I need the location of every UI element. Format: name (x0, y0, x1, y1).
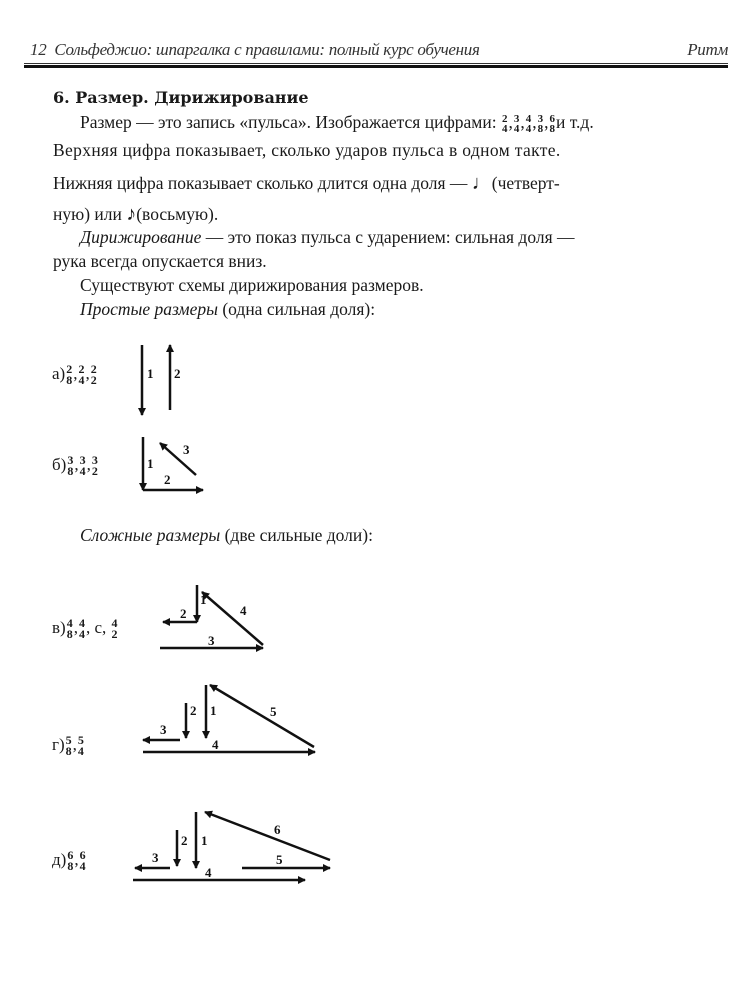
time-signature: 3 8 (537, 112, 544, 135)
beat-number: 2 (180, 606, 187, 621)
beat-number: 1 (147, 456, 154, 471)
beat-number: 1 (210, 703, 217, 718)
time-signature: 2 4 (78, 362, 85, 388)
beat-number: 2 (181, 833, 188, 848)
beat-number: 4 (205, 865, 212, 880)
scheme-label-b: б) 3 8 , 3 4 , 3 2 (52, 453, 98, 479)
beat-number: 4 (240, 603, 247, 618)
beat-number: 1 (200, 592, 207, 607)
beat-number: 1 (147, 366, 154, 381)
subheading-complex: Сложные размеры (две сильные доли): (80, 525, 373, 545)
paragraph-line: Нижняя цифра показывает сколько длится одна доля — ♩(четверт- (53, 172, 560, 194)
page-number: 12 (30, 40, 47, 59)
paragraph-line: Размер — это запись «пульса». Изображается цифрами: 2 4 , 3 4 , 4 4 , 3 8 , 6 8 и т.д. (80, 112, 594, 135)
arrow (205, 812, 330, 860)
beat-number: 3 (152, 850, 159, 865)
subheading-simple: Простые размеры (одна сильная доля): (80, 299, 376, 319)
time-signature: 3 4 (513, 112, 520, 135)
beat-number: 3 (183, 442, 190, 457)
time-signature: 3 2 (91, 453, 98, 479)
time-signature: 4 8 (66, 616, 73, 642)
scheme-label-e: д) 6 8 , 6 4 (52, 848, 86, 874)
scheme-label-d: г) 5 8 , 5 4 (52, 733, 84, 759)
paragraph-line: Дирижирование — это показ пульса с ударением: сильная доля — (80, 227, 575, 247)
time-signature: 2 8 (66, 362, 73, 388)
paragraph-line: ную) или ♪(восьмую). (53, 203, 219, 225)
paragraph-line: Верхняя цифра показывает, сколько ударов пульса в одном такте. (53, 140, 561, 160)
time-signature: 4 4 (78, 616, 85, 642)
time-signature: 6 8 (549, 112, 555, 135)
section-heading: 6. Размер. Дирижирование (53, 88, 309, 107)
paragraph-line: Существуют схемы дирижирования размеров. (80, 275, 424, 295)
scheme-label-c: в) 4 8 , 4 4 , с, 4 2 (52, 616, 118, 642)
beat-number: 5 (270, 704, 277, 719)
scheme-label-a: а) 2 8 , 2 4 , 2 2 (52, 362, 97, 388)
paragraph-line: рука всегда опускается вниз. (53, 251, 267, 271)
beat-number: 6 (274, 822, 281, 837)
time-signature: 2 4 (501, 112, 508, 135)
beat-number: 4 (212, 737, 219, 752)
eighth-note-icon: ♪ (126, 203, 137, 225)
time-signature: 3 8 (67, 453, 74, 479)
book-title: Сольфеджио: шпаргалка с правилами: полный курс обучения (54, 40, 480, 59)
time-signature: 4 2 (111, 616, 118, 642)
time-signatures: 2 4 , 3 4 , 4 4 , 3 8 , 6 8 (501, 112, 555, 135)
beat-number: 3 (208, 633, 215, 648)
time-signature: 5 8 (65, 733, 72, 759)
arrow (210, 685, 314, 747)
time-signature: 4 4 (525, 112, 532, 135)
time-signature: 2 2 (90, 362, 97, 388)
time-signature: 6 8 (67, 848, 74, 874)
time-signature: 3 4 (79, 453, 86, 479)
time-signature: 6 4 (79, 848, 86, 874)
beat-number: 3 (160, 722, 167, 737)
time-signature: 5 4 (77, 733, 84, 759)
arrow (160, 443, 196, 475)
beat-number: 5 (276, 852, 283, 867)
quarter-note-icon: ♩ (471, 172, 492, 194)
beat-number: 2 (174, 366, 181, 381)
beat-number: 2 (164, 472, 171, 487)
section-title: Ритм (687, 40, 728, 59)
beat-number: 1 (201, 833, 208, 848)
beat-number: 2 (190, 703, 197, 718)
